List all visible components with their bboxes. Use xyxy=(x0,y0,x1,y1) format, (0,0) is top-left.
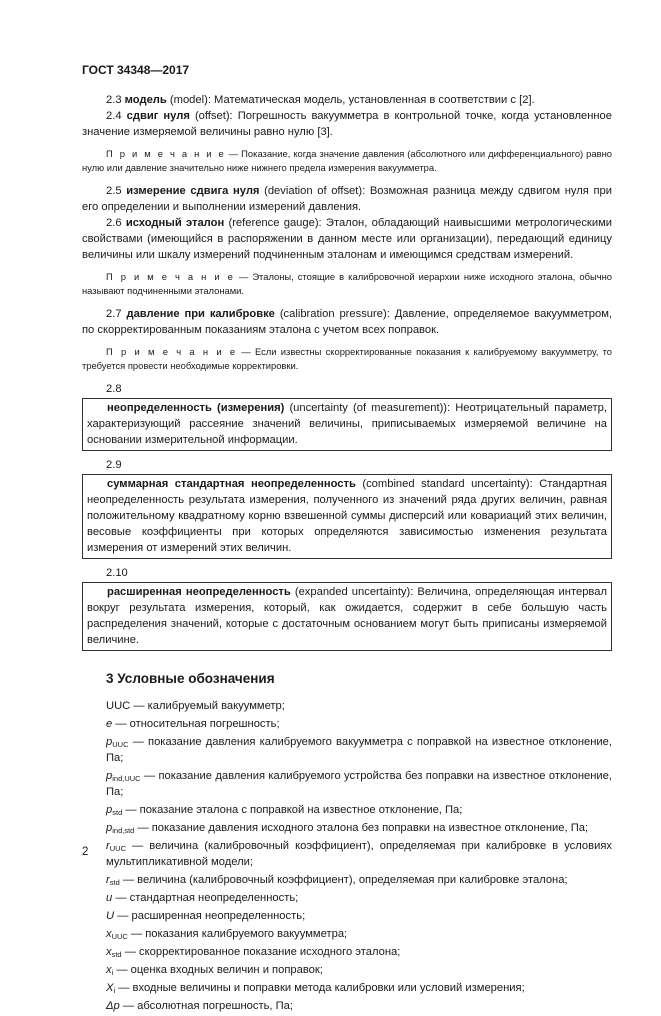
definition-2-9-number: 2.9 xyxy=(106,459,122,471)
symbol-item xyxy=(82,998,612,1014)
symbol-letter: p xyxy=(106,770,113,782)
section-3-heading: 3 Условные обозначения xyxy=(106,671,275,686)
symbol-item xyxy=(82,802,612,818)
symbol-item xyxy=(82,838,612,870)
symbol-subscript: std xyxy=(109,878,120,887)
symbol-item xyxy=(82,820,612,836)
symbol-subscript: std xyxy=(111,950,122,959)
definition-2-7: 2.7 давление при калибровке (calibration pressure): Давление, определяемое вакуумметром, по скорректированным показаниям эталона с учетом всех поправок. xyxy=(82,308,613,336)
symbol-list xyxy=(82,698,612,1014)
definition-2-8: неопределенность (измерения) (uncertainty (of measurement)): Неотрицательный параметр, характеризующий рассеяние значений величины, приписываемых измеряемой величине на основании измерительной информации. xyxy=(87,402,607,446)
symbol-letter: x xyxy=(106,964,112,976)
symbol-description: — показание давления исходного эталона без поправки на известное отклонение, Па; xyxy=(134,822,589,834)
symbol-item xyxy=(82,908,612,924)
symbol-letter: UUC xyxy=(106,700,131,712)
symbol-subscript: std xyxy=(112,808,123,817)
symbol-letter: x xyxy=(106,928,112,940)
symbol-description: — входные величины и поправки метода калибровки или условий измерения; xyxy=(115,982,525,994)
symbol-description: — стандартная неопределенность; xyxy=(112,892,299,904)
symbol-subscript: UUC xyxy=(109,844,126,853)
symbol-item xyxy=(82,944,612,960)
definition-2-3: 2.3 модель (model): Математическая модель, установленная в соответствии с [2]. xyxy=(106,94,535,106)
symbol-description: — расширенная неопределенность; xyxy=(114,910,306,922)
definition-2-8-number: 2.8 xyxy=(106,383,122,395)
definition-2-9-box xyxy=(82,474,612,559)
symbol-description: — показание давления калибруемого вакуумметра с поправкой на известное отклонение, Па; xyxy=(106,736,612,764)
symbol-letter: r xyxy=(106,874,110,886)
symbol-subscript: UUC xyxy=(112,740,129,749)
definition-2-9: суммарная стандартная неопределенность (combined standard uncertainty): Стандартная неопределенность результата измерения, полученного из значений ряда других величин, равная положительному квадратному корню взвешенной суммы дисперсий или ковариаций этих величин, весовые коэффициенты при которых определяются зависимостью изменения результата измерения от измерений этих величин. xyxy=(87,478,607,554)
symbol-description: — величина (калибровочный коэффициент), определяемая при калибровке в условиях мультипликативной модели; xyxy=(106,840,612,868)
symbol-letter: x xyxy=(106,946,112,958)
symbol-letter: p xyxy=(106,736,113,748)
symbol-item xyxy=(82,698,612,714)
definition-2-4: 2.4 сдвиг нуля (offset): Погрешность вакуумметра в контрольной точке, когда установленное значение измеряемой величины равно нулю [3]. xyxy=(82,110,612,138)
symbol-item xyxy=(82,872,612,888)
definition-2-10-number: 2.10 xyxy=(106,567,128,579)
note-2-7: П р и м е ч а н и е — Если известны скорректированные показания к калибруемому вакуумметру, то требуется провести необходимые корректировки. xyxy=(82,346,612,371)
symbol-item xyxy=(82,716,612,732)
symbol-letter: p xyxy=(106,804,113,816)
symbol-letter: e xyxy=(106,718,113,730)
symbol-item xyxy=(82,980,612,996)
symbol-description: — показание эталона с поправкой на известное отклонение, Па; xyxy=(122,804,463,816)
symbol-description: — показания калибруемого вакуумметра; xyxy=(127,928,348,940)
note-2-6: П р и м е ч а н и е — Эталоны, стоящие в калибровочной иерархии ниже исходного эталона, обычно называют подчиненными эталонами. xyxy=(82,271,612,296)
symbol-description: — калибруемый вакуумметр; xyxy=(130,700,285,712)
definition-2-10-box xyxy=(82,582,612,651)
symbol-description: — скорректированное показание исходного эталона; xyxy=(121,946,401,958)
document-code-header: ГОСТ 34348—2017 xyxy=(82,63,190,77)
symbol-letter: p xyxy=(106,822,113,834)
symbol-letter: Δp xyxy=(106,1000,120,1012)
note-2-4: П р и м е ч а н и е — Показание, когда значение давления (абсолютного или дифференциального) равно нулю или давление значительно ниже нижнего предела измерения вакуумметра. xyxy=(82,148,612,173)
symbol-subscript: i xyxy=(111,968,114,977)
symbol-subscript: UUC xyxy=(111,932,128,941)
symbol-letter: u xyxy=(106,892,113,904)
symbol-letter: X xyxy=(106,982,114,994)
page-number: 2 xyxy=(82,846,89,858)
symbol-item xyxy=(82,768,612,800)
symbol-description: — абсолютная погрешность, Па; xyxy=(119,1000,294,1012)
definition-2-10: расширенная неопределенность (expanded uncertainty): Величина, определяющая интервал вокруг результата измерения, который, как ожидается, содержит в себе большую часть распределения значений, которые с достаточным основанием могут быть приписаны измеряемой величине. xyxy=(87,586,607,646)
symbol-letter: U xyxy=(106,910,115,922)
symbol-item xyxy=(82,962,612,978)
definition-2-5: 2.5 измерение сдвига нуля (deviation of offset): Возможная разница между сдвигом нуля при его определении и выполнении измерений давления. xyxy=(82,185,613,213)
page-content xyxy=(82,92,612,1016)
definition-2-6: 2.6 исходный эталон (reference gauge): Эталон, обладающий наивысшими метрологическими свойствами (имеющийся в распоряжении в данном месте или организации), передающий единицу величины или шкалу измерений подчиненным эталонам и имеющимся средствам измерений. xyxy=(82,217,613,261)
symbol-item xyxy=(82,890,612,906)
definition-2-8-box xyxy=(82,398,612,451)
symbol-description: — относительная погрешность; xyxy=(112,718,280,730)
symbol-description: — оценка входных величин и поправок; xyxy=(113,964,323,976)
symbol-description: — величина (калибровочный коэффициент), определяемая при калибровке эталона; xyxy=(119,874,568,886)
symbol-item xyxy=(82,734,612,766)
symbol-subscript: ind,UUC xyxy=(112,774,141,783)
symbol-subscript: ind,std xyxy=(112,826,135,835)
symbol-item xyxy=(82,926,612,942)
symbol-description: — показание давления калибруемого устройства без поправки на известное отклонение, Па; xyxy=(106,770,612,798)
symbol-subscript: i xyxy=(113,986,116,995)
symbol-letter: r xyxy=(106,840,110,852)
